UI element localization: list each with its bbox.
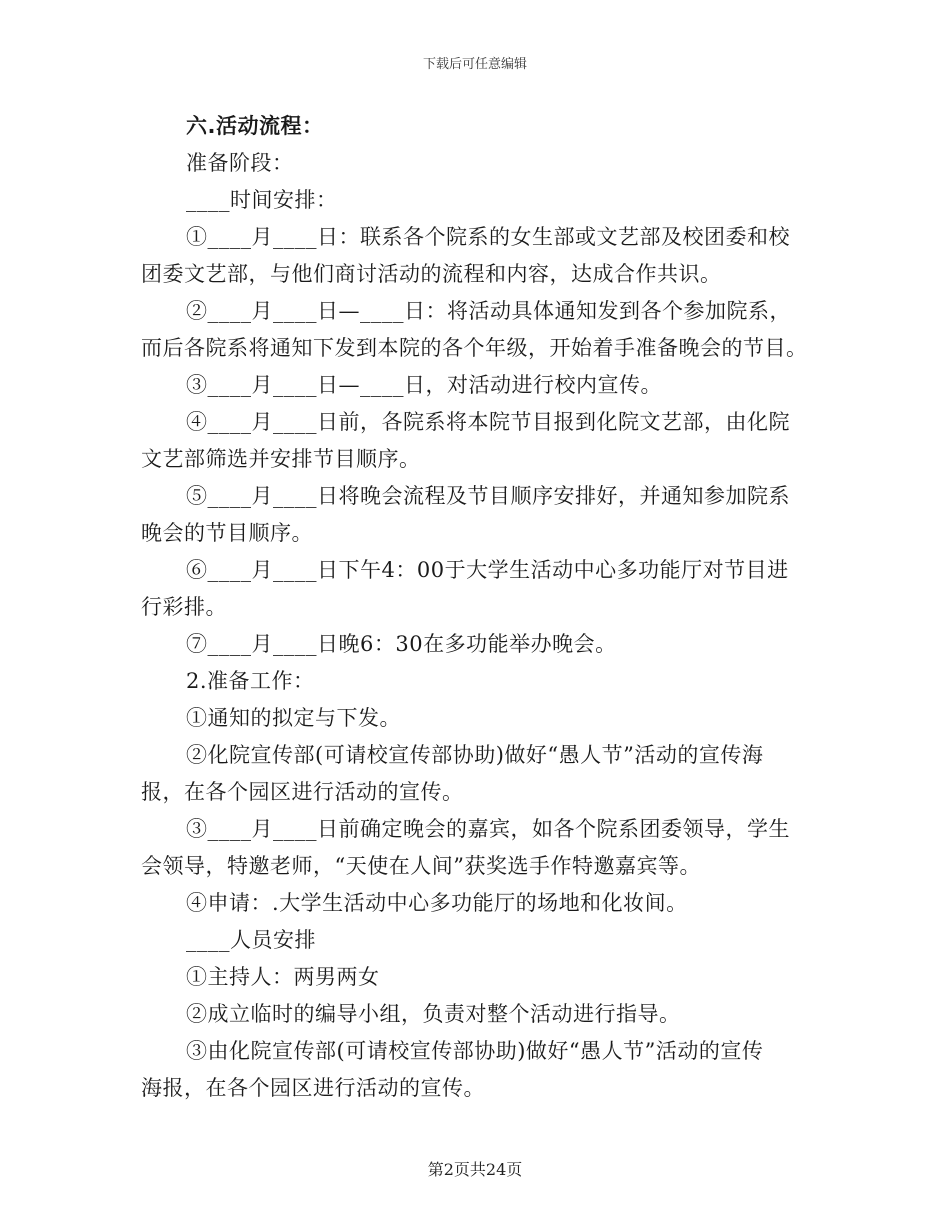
paragraph-line: 而后各院系将通知下发到本院的各个年级，开始着手准备晚会的节目。 [141, 336, 808, 360]
paragraph-line: ②____月____日—____日：将活动具体通知发到各个参加院系， [186, 299, 791, 323]
paragraph-line: ____人员安排 [186, 928, 316, 952]
paragraph-line: 海报，在各个园区进行活动的宣传。 [141, 1076, 485, 1100]
paragraph-line: 团委文艺部，与他们商讨活动的流程和内容，达成合作共识。 [141, 262, 722, 286]
paragraph-line: ④申请：.大学生活动中心多功能厅的场地和化妆间。 [186, 891, 688, 915]
paragraph-line: 晚会的节目顺序。 [141, 521, 313, 545]
paragraph-line: 2.准备工作： [186, 669, 315, 693]
paragraph-line: ③____月____日—____日，对活动进行校内宣传。 [186, 373, 662, 397]
paragraph-line: 报，在各个园区进行活动的宣传。 [141, 780, 464, 804]
paragraph-line: ①通知的拟定与下发。 [186, 706, 401, 730]
paragraph-line: 行彩排。 [141, 595, 227, 619]
paragraph-line: ⑦____月____日晚6：30在多功能举办晚会。 [186, 632, 617, 656]
paragraph-line: ①主持人：两男两女 [186, 965, 380, 989]
paragraph-line: ①____月____日：联系各个院系的女生部或文艺部及校团委和校 [186, 225, 790, 249]
paragraph-line: 准备阶段： [186, 151, 294, 175]
paragraph-line: ②成立临时的编导小组，负责对整个活动进行指导。 [186, 1002, 681, 1026]
section-title: 六.活动流程： [186, 114, 324, 138]
paragraph-line: ③由化院宣传部(可请校宣传部协助)做好“愚人节”活动的宣传 [186, 1039, 764, 1063]
paragraph-line: ⑤____月____日将晚会流程及节目顺序安排好，并通知参加院系 [186, 484, 790, 508]
page-header: 下载后可任意编辑 [422, 57, 527, 72]
paragraph-line: ____时间安排： [186, 188, 338, 212]
paragraph-line: ⑥____月____日下午4：00于大学生活动中心多功能厅对节目进 [186, 558, 789, 582]
paragraph-line: 会领导，特邀老师，“天使在人间”获奖选手作特邀嘉宾等。 [141, 854, 701, 878]
page-footer: 第2页共24页 [427, 1160, 523, 1179]
paragraph-line: 文艺部筛选并安排节目顺序。 [141, 447, 421, 471]
paragraph-line: ②化院宣传部(可请校宣传部协助)做好“愚人节”活动的宣传海 [186, 743, 764, 767]
paragraph-line: ④____月____日前，各院系将本院节目报到化院文艺部，由化院 [186, 410, 790, 434]
paragraph-line: ③____月____日前确定晚会的嘉宾，如各个院系团委领导，学生 [186, 817, 790, 841]
document-body [141, 108, 811, 1107]
